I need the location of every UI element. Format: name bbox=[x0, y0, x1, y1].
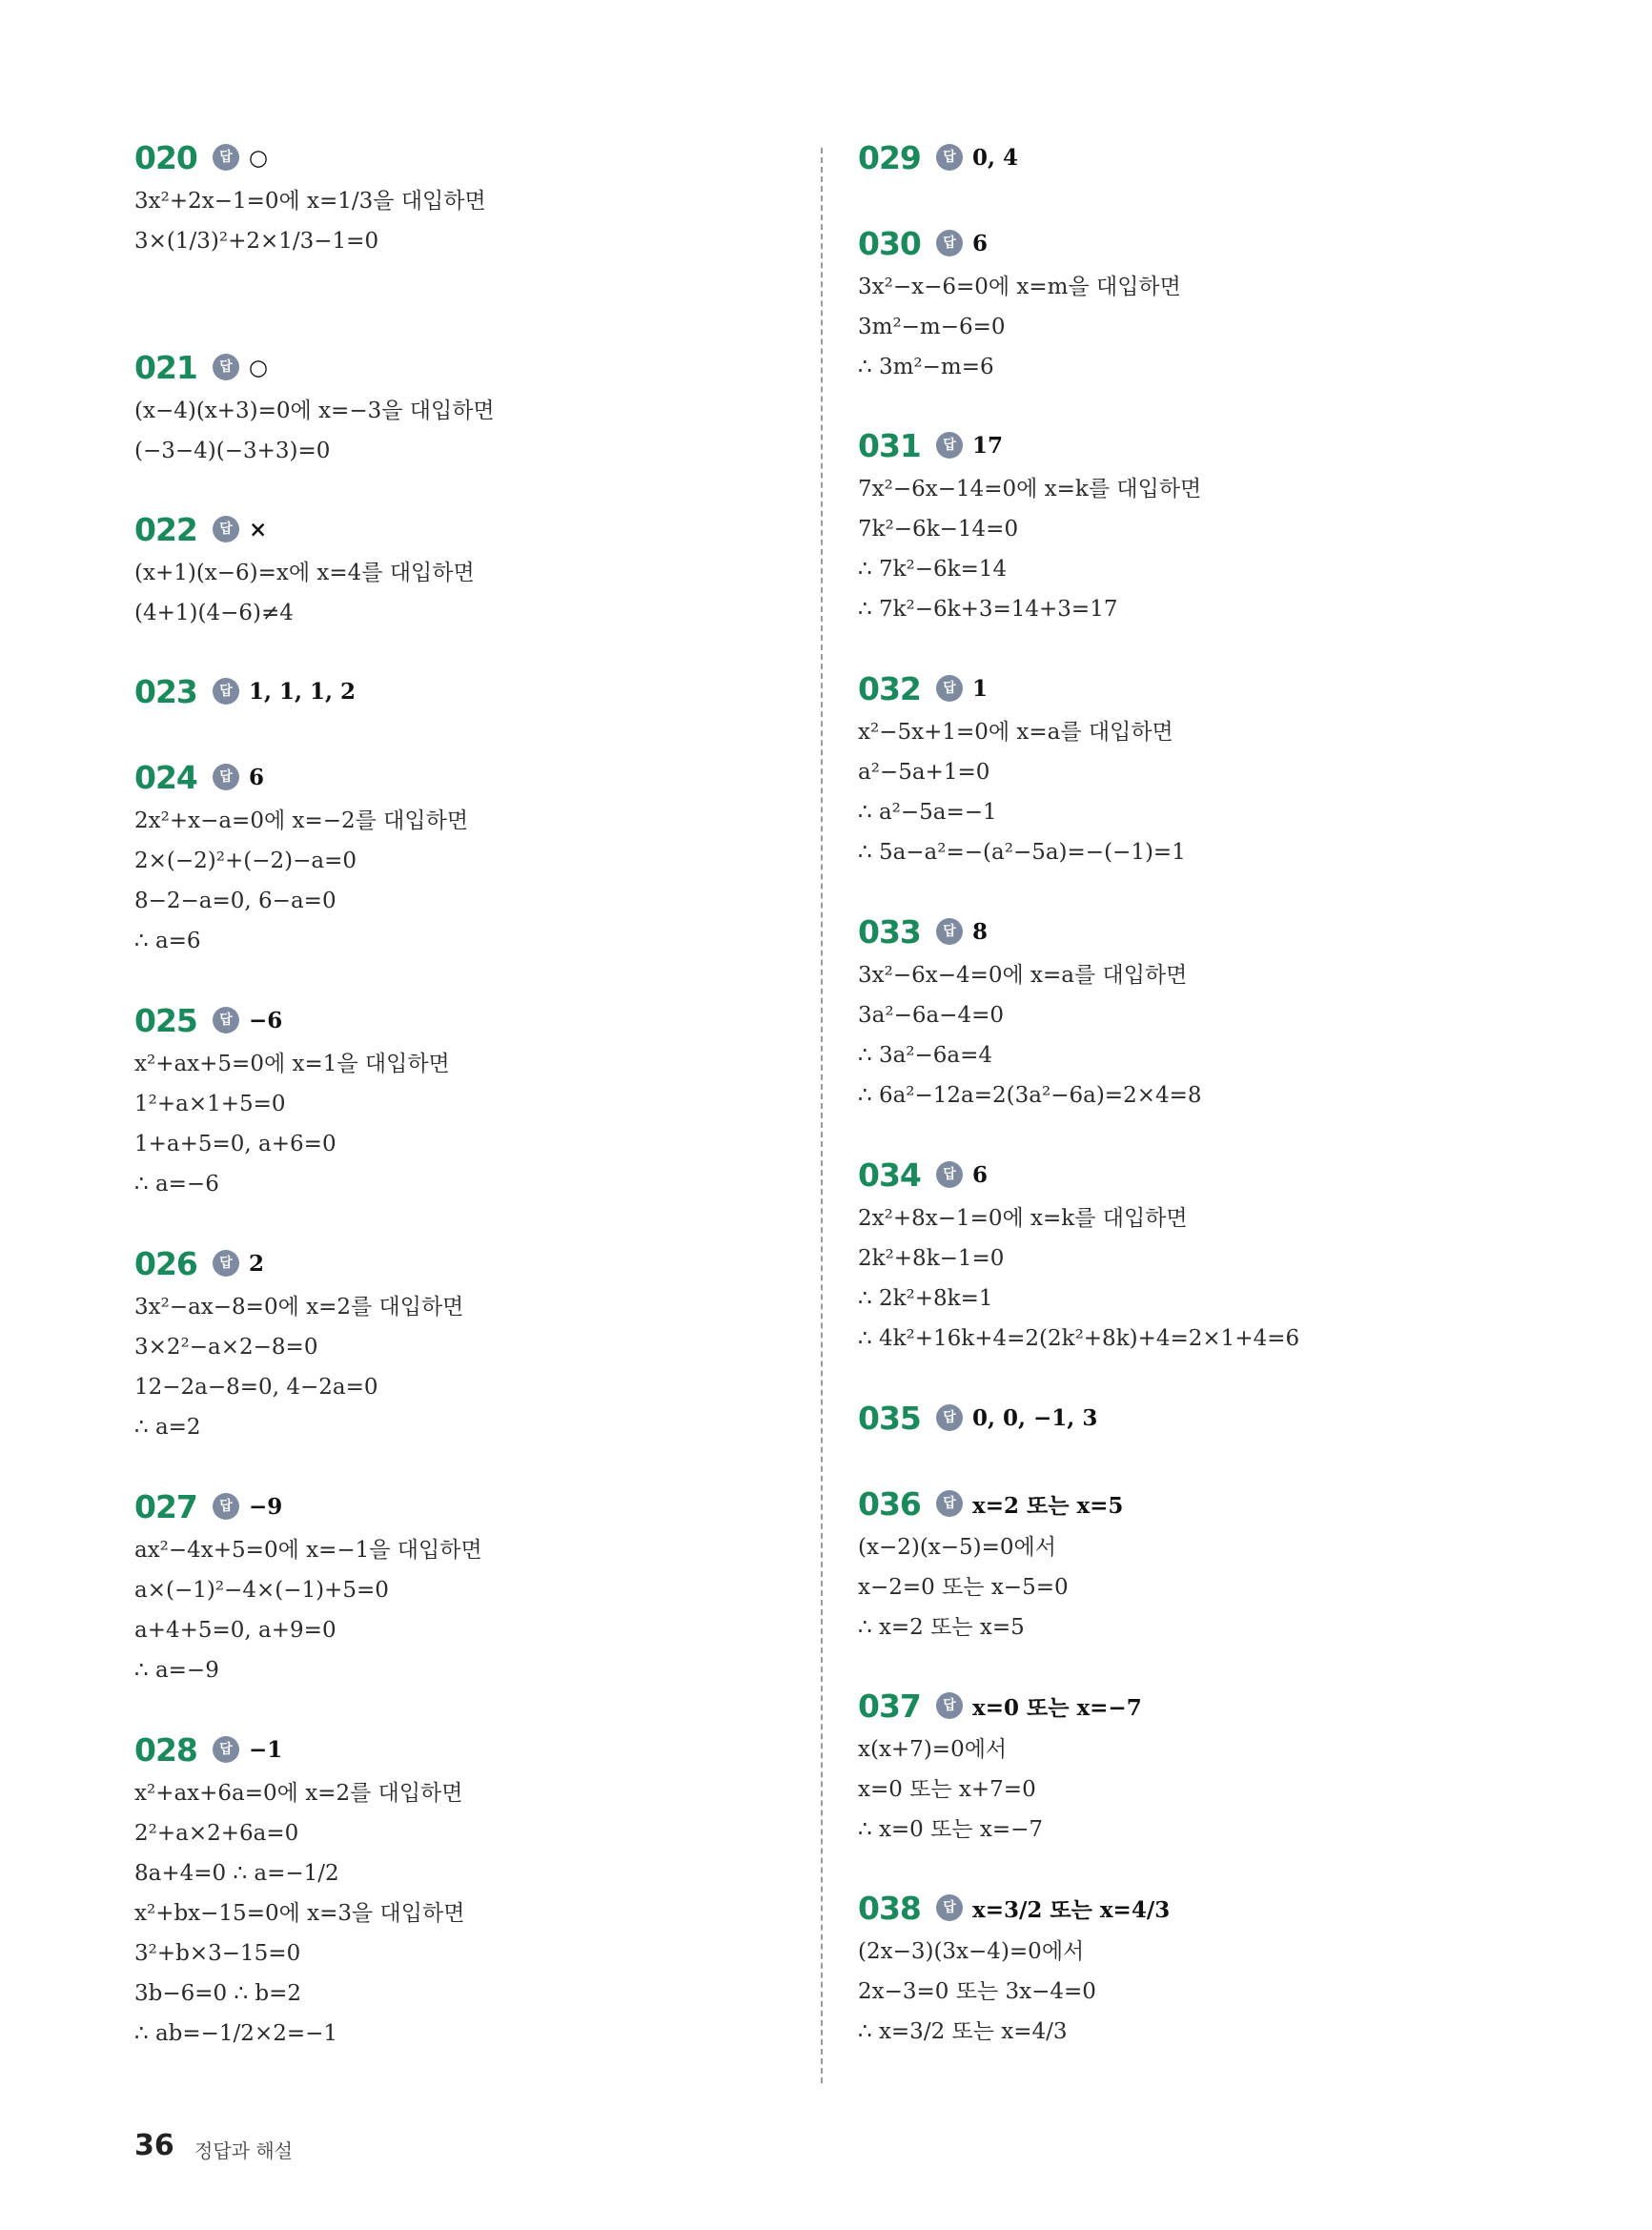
solution-line: x²−5x+1=0에 x=a를 대입하면 bbox=[858, 720, 1173, 745]
problem-number: 022 bbox=[134, 510, 197, 548]
answer-value: ○ bbox=[249, 354, 269, 380]
solution-line: 7k²−6k−14=0 bbox=[858, 517, 1019, 542]
solution-line: 1²+a×1+5=0 bbox=[134, 1092, 286, 1116]
problem-number: 029 bbox=[858, 138, 921, 176]
problem-038 bbox=[858, 1884, 1170, 2052]
answer-badge-icon: 답 bbox=[213, 516, 239, 542]
solution-line: ∴ 5a−a²=−(a²−5a)=−(−1)=1 bbox=[858, 840, 1186, 865]
problem-header bbox=[134, 1239, 463, 1287]
problem-026 bbox=[134, 1239, 463, 1447]
answer-badge-icon: 답 bbox=[936, 1894, 963, 1921]
solution-line: 3x²−x−6=0에 x=m을 대입하면 bbox=[858, 275, 1181, 299]
solution-line: ∴ x=2 또는 x=5 bbox=[858, 1615, 1025, 1640]
answer-badge-icon: 답 bbox=[936, 144, 963, 171]
problem-header bbox=[134, 1726, 464, 1773]
answer-badge-icon: 답 bbox=[213, 144, 239, 171]
solution-line: 2×(−2)²+(−2)−a=0 bbox=[134, 849, 357, 873]
problem-025 bbox=[134, 996, 450, 1204]
problem-027 bbox=[134, 1483, 482, 1690]
answer-badge-icon: 답 bbox=[213, 1007, 239, 1033]
answer-badge-icon: 답 bbox=[213, 1736, 239, 1763]
solution-line: ∴ a=−9 bbox=[134, 1658, 219, 1683]
answer-badge-icon: 답 bbox=[936, 432, 963, 459]
solution-line: ∴ a²−5a=−1 bbox=[858, 800, 997, 825]
solution-line: ∴ x=0 또는 x=−7 bbox=[858, 1817, 1044, 1842]
problem-header bbox=[858, 1151, 1299, 1198]
solution-line: (4+1)(4−6)≠4 bbox=[134, 601, 294, 625]
column-divider bbox=[821, 148, 823, 2083]
problem-header bbox=[134, 667, 356, 715]
solution-line: ∴ ab=−1/2×2=−1 bbox=[134, 2021, 338, 2046]
solution-line: 3²+b×3−15=0 bbox=[134, 1941, 301, 1966]
answer-value: −9 bbox=[249, 1493, 283, 1520]
answer-value: 6 bbox=[972, 1161, 989, 1188]
page-number: 36 bbox=[134, 2129, 174, 2162]
answer-badge-icon: 답 bbox=[936, 1404, 963, 1431]
answer-value: −1 bbox=[249, 1736, 283, 1763]
solution-line: 3x²−ax−8=0에 x=2를 대입하면 bbox=[134, 1295, 464, 1320]
problem-024 bbox=[134, 753, 468, 961]
answer-badge-icon: 답 bbox=[936, 1490, 963, 1517]
answer-value: −6 bbox=[249, 1007, 283, 1033]
problem-number: 021 bbox=[134, 348, 197, 386]
answer-badge-icon: 답 bbox=[213, 354, 239, 380]
solution-line: 3×2²−a×2−8=0 bbox=[134, 1335, 318, 1360]
problem-number: 027 bbox=[134, 1487, 197, 1525]
problem-header bbox=[858, 908, 1202, 955]
answer-value: 6 bbox=[972, 230, 989, 256]
solution-line: ∴ 2k²+8k=1 bbox=[858, 1286, 993, 1311]
solution-line: (2x−3)(3x−4)=0에서 bbox=[858, 1939, 1085, 1964]
problem-number: 025 bbox=[134, 1001, 197, 1039]
solution-line: a²−5a+1=0 bbox=[858, 760, 990, 785]
problem-header bbox=[858, 1884, 1170, 1932]
problem-header bbox=[134, 133, 486, 181]
answer-badge-icon: 답 bbox=[936, 1692, 963, 1719]
solution-line: (−3−4)(−3+3)=0 bbox=[134, 439, 331, 463]
problem-number: 034 bbox=[858, 1156, 921, 1194]
problem-021 bbox=[134, 343, 495, 471]
problem-number: 037 bbox=[858, 1687, 921, 1725]
solution-line: (x−2)(x−5)=0에서 bbox=[858, 1535, 1056, 1560]
problem-032 bbox=[858, 665, 1186, 872]
answer-badge-icon: 답 bbox=[213, 764, 239, 790]
problem-header bbox=[858, 665, 1186, 712]
solution-line: a×(−1)²−4×(−1)+5=0 bbox=[134, 1578, 389, 1603]
answer-value: x=2 또는 x=5 bbox=[972, 1492, 1124, 1519]
solution-line: 3a²−6a−4=0 bbox=[858, 1003, 1004, 1028]
problem-034 bbox=[858, 1151, 1299, 1359]
solution-line: ∴ x=3/2 또는 x=4/3 bbox=[858, 2019, 1068, 2044]
problem-number: 031 bbox=[858, 426, 921, 464]
answer-badge-icon: 답 bbox=[213, 1250, 239, 1277]
problem-022 bbox=[134, 505, 475, 633]
solution-line: ∴ 7k²−6k=14 bbox=[858, 557, 1008, 582]
answer-badge-icon: 답 bbox=[936, 1161, 963, 1188]
solution-line: 3×(1/3)²+2×1/3−1=0 bbox=[134, 229, 379, 254]
answer-value: 8 bbox=[972, 918, 989, 945]
solution-line: 3x²+2x−1=0에 x=1/3을 대입하면 bbox=[134, 189, 486, 214]
solution-line: ∴ 3m²−m=6 bbox=[858, 355, 994, 379]
answer-value: x=3/2 또는 x=4/3 bbox=[972, 1896, 1171, 1923]
solution-line: x=0 또는 x+7=0 bbox=[858, 1777, 1036, 1802]
answer-badge-icon: 답 bbox=[936, 230, 963, 256]
answer-badge-icon: 답 bbox=[213, 1493, 239, 1520]
solution-line: ∴ 4k²+16k+4=2(2k²+8k)+4=2×1+4=6 bbox=[858, 1326, 1300, 1351]
problem-020 bbox=[134, 133, 486, 261]
answer-value: ○ bbox=[249, 144, 269, 171]
problem-number: 035 bbox=[858, 1399, 921, 1437]
problem-028 bbox=[134, 1726, 464, 2054]
problem-header bbox=[134, 343, 495, 391]
solution-line: ∴ a=2 bbox=[134, 1415, 201, 1440]
solution-line: (x−4)(x+3)=0에 x=−3을 대입하면 bbox=[134, 399, 495, 423]
problem-023 bbox=[134, 667, 356, 715]
problem-035 bbox=[858, 1394, 1097, 1442]
solution-line: x²+bx−15=0에 x=3을 대입하면 bbox=[134, 1901, 465, 1926]
solution-line: 2x−3=0 또는 3x−4=0 bbox=[858, 1979, 1096, 2004]
solution-line: 8−2−a=0, 6−a=0 bbox=[134, 889, 337, 913]
problem-number: 038 bbox=[858, 1889, 921, 1927]
solution-line: 3x²−6x−4=0에 x=a를 대입하면 bbox=[858, 963, 1188, 988]
answer-value: 1 bbox=[972, 675, 989, 702]
answer-value: 17 bbox=[972, 432, 1004, 459]
answer-value: 0, 0, −1, 3 bbox=[972, 1404, 1098, 1431]
problem-number: 028 bbox=[134, 1730, 197, 1769]
solution-line: 3m²−m−6=0 bbox=[858, 315, 1006, 339]
solution-line: 2x²+x−a=0에 x=−2를 대입하면 bbox=[134, 808, 469, 833]
problem-header bbox=[134, 996, 450, 1044]
problem-header bbox=[858, 219, 1181, 267]
solution-line: 3b−6=0 ∴ b=2 bbox=[134, 1981, 302, 2006]
solution-line: x²+ax+6a=0에 x=2를 대입하면 bbox=[134, 1781, 463, 1806]
problem-number: 033 bbox=[858, 912, 921, 951]
solution-line: ax²−4x+5=0에 x=−1을 대입하면 bbox=[134, 1538, 482, 1563]
problem-header bbox=[858, 1480, 1123, 1527]
problem-number: 024 bbox=[134, 758, 197, 796]
solution-line: a+4+5=0, a+9=0 bbox=[134, 1618, 337, 1643]
problem-036 bbox=[858, 1480, 1123, 1647]
problem-number: 026 bbox=[134, 1244, 197, 1282]
solution-line: ∴ 7k²−6k+3=14+3=17 bbox=[858, 597, 1118, 622]
problem-header bbox=[134, 1483, 482, 1530]
solution-line: 7x²−6x−14=0에 x=k를 대입하면 bbox=[858, 477, 1202, 501]
problem-header bbox=[858, 1682, 1142, 1729]
answer-badge-icon: 답 bbox=[936, 918, 963, 945]
problem-header bbox=[134, 505, 475, 553]
solution-line: ∴ a=−6 bbox=[134, 1172, 219, 1197]
solution-line: x(x+7)=0에서 bbox=[858, 1737, 1008, 1762]
solution-line: ∴ 3a²−6a=4 bbox=[858, 1043, 993, 1068]
answer-value: × bbox=[249, 516, 268, 542]
problem-031 bbox=[858, 421, 1201, 629]
problem-037 bbox=[858, 1682, 1142, 1850]
solution-line: 8a+4=0 ∴ a=−1/2 bbox=[134, 1861, 339, 1886]
solution-line: (x+1)(x−6)=x에 x=4를 대입하면 bbox=[134, 561, 475, 585]
answer-badge-icon: 답 bbox=[213, 678, 239, 705]
problem-header bbox=[858, 133, 1018, 181]
solution-line: x−2=0 또는 x−5=0 bbox=[858, 1575, 1069, 1600]
answer-value: 6 bbox=[249, 764, 265, 790]
problem-header bbox=[858, 1394, 1097, 1442]
answer-value: 1, 1, 1, 2 bbox=[249, 678, 357, 705]
problem-number: 032 bbox=[858, 669, 921, 707]
solution-line: ∴ a=6 bbox=[134, 929, 201, 953]
problem-header bbox=[134, 753, 468, 801]
problem-number: 030 bbox=[858, 224, 921, 262]
solution-line: 1+a+5=0, a+6=0 bbox=[134, 1132, 337, 1156]
problem-030 bbox=[858, 219, 1181, 387]
answer-value: 0, 4 bbox=[972, 144, 1019, 171]
problem-number: 020 bbox=[134, 138, 197, 176]
answer-value: 2 bbox=[249, 1250, 265, 1277]
solution-line: ∴ 6a²−12a=2(3a²−6a)=2×4=8 bbox=[858, 1083, 1202, 1108]
answer-value: x=0 또는 x=−7 bbox=[972, 1694, 1142, 1721]
solution-line: 2²+a×2+6a=0 bbox=[134, 1821, 299, 1846]
solution-line: x²+ax+5=0에 x=1을 대입하면 bbox=[134, 1052, 450, 1076]
solution-line: 2x²+8x−1=0에 x=k를 대입하면 bbox=[858, 1206, 1188, 1231]
problem-029 bbox=[858, 133, 1018, 181]
problem-number: 023 bbox=[134, 672, 197, 710]
footer-title: 정답과 해설 bbox=[194, 2139, 293, 2162]
problem-number: 036 bbox=[858, 1484, 921, 1523]
solution-line: 12−2a−8=0, 4−2a=0 bbox=[134, 1375, 378, 1400]
problem-header bbox=[858, 421, 1201, 469]
solution-line: 2k²+8k−1=0 bbox=[858, 1246, 1005, 1271]
answer-badge-icon: 답 bbox=[936, 675, 963, 702]
problem-033 bbox=[858, 908, 1202, 1115]
